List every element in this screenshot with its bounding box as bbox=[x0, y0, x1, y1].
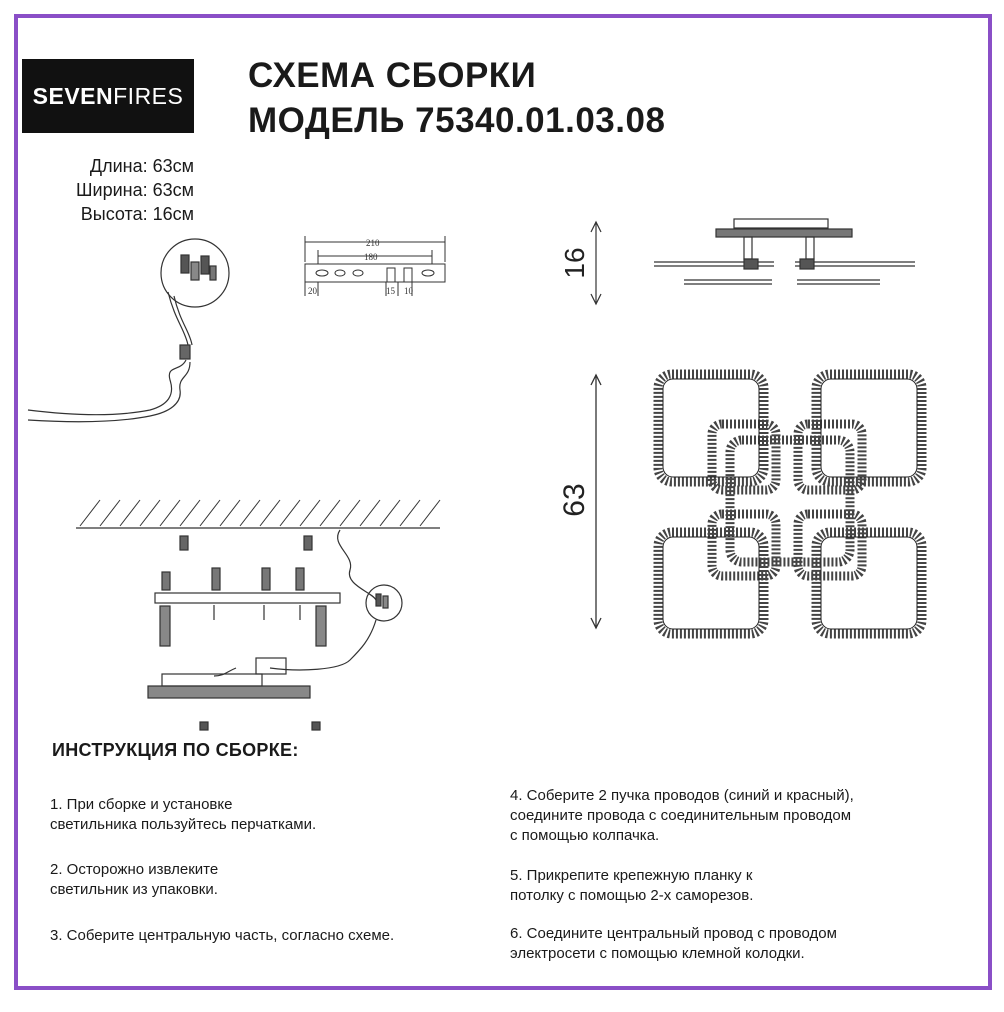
step-line: 3. Соберите центральную часть, согласно схеме. bbox=[50, 927, 395, 944]
step-line: 1. При сборке и установке bbox=[50, 796, 233, 813]
step-line: светильник из упаковки. bbox=[50, 881, 218, 898]
plate-hole-dimension: 10 bbox=[404, 286, 413, 296]
width-label: Ширина: 63см bbox=[76, 180, 194, 200]
instruction-step-4 bbox=[510, 786, 854, 846]
step-line: 4. Соберите 2 пучка проводов (синий и красный), bbox=[510, 787, 854, 804]
logo-bold-text: SEVEN bbox=[32, 82, 114, 109]
model-title: МОДЕЛЬ 75340.01.03.08 bbox=[248, 101, 666, 140]
diagram-title: СХЕМА СБОРКИ bbox=[248, 56, 537, 95]
step-line: 2. Осторожно извлеките bbox=[50, 861, 219, 878]
height-label: Высота: 16см bbox=[80, 204, 194, 224]
instruction-step-3 bbox=[50, 926, 394, 946]
plate-overall-dimension: 210 bbox=[366, 238, 380, 248]
instruction-step-1 bbox=[50, 795, 316, 835]
instruction-step-6 bbox=[510, 924, 837, 964]
step-line: светильника пользуйтесь перчатками. bbox=[50, 816, 317, 833]
instructions-heading: ИНСТРУКЦИЯ ПО СБОРКЕ: bbox=[52, 740, 299, 760]
instruction-step-2 bbox=[50, 860, 218, 900]
length-label: Длина: 63см bbox=[89, 156, 194, 176]
top-width-label: 63 bbox=[558, 483, 591, 517]
plate-edge-dimension: 20 bbox=[308, 286, 317, 296]
step-line: 6. Соедините центральный провод с проводом bbox=[510, 925, 837, 942]
step-line: соедините провода с соединительным проводом bbox=[510, 807, 852, 824]
side-height-label: 16 bbox=[559, 247, 590, 279]
plate-inner-dimension: 180 bbox=[364, 252, 378, 262]
step-line: 5. Прикрепите крепежную планку к bbox=[510, 867, 753, 884]
step-line: потолку с помощью 2-х саморезов. bbox=[510, 887, 754, 904]
logo-light-text: FIRES bbox=[113, 82, 184, 109]
instruction-step-5 bbox=[510, 866, 753, 906]
step-line: с помощью колпачка. bbox=[510, 827, 660, 844]
plate-gap-dimension: 15 bbox=[386, 286, 395, 296]
step-line: электросети с помощью клемной колодки. bbox=[510, 945, 805, 962]
